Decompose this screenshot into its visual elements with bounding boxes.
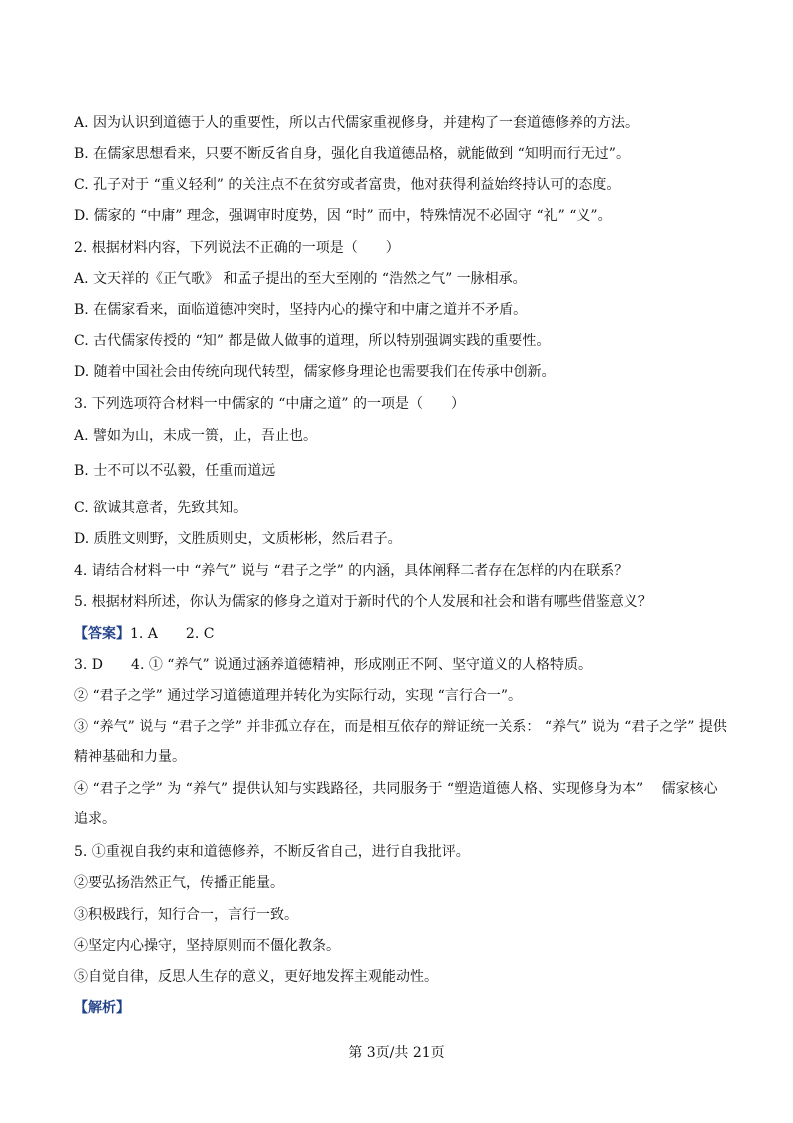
question-3: 3. 下列选项符合材料一中儒家的 “中庸之道” 的一项是（ ） [74,396,466,412]
answer-label: 【答案】 [74,626,130,642]
question-4: 4. 请结合材料一中 “养气” 说与 “君子之学” 的内涵，具体阐释二者存在怎样的内在联系？ [74,563,629,579]
option-b-q3: B. 士不可以不弘毅，任重而道远 [74,463,276,479]
answer-heading-line [74,625,214,643]
option-a-q2: A. 文天祥的《正气歌》 和孟子提出的至大至刚的 “浩然之气” 一脉相承。 [74,271,527,287]
option-a-q3: A. 譬如为山，未成一篑，止，吾止也。 [74,428,318,444]
option-d-q1: D. 儒家的 “中庸” 理念，强调审时度势，因 “时” 而中，特殊情况不必固守 “礼” “义”。 [74,208,612,224]
answer-5-part4: ④坚定内心操守，坚持原则而不僵化教条。 [74,938,340,954]
option-b-q2: B. 在儒家看来，面临道德冲突时，坚持内心的操守和中庸之道并不矛盾。 [74,302,528,318]
option-c-q2: C. 古代儒家传授的 “知” 都是做人做事的道理，所以特别强调实践的重要性。 [74,333,551,349]
option-d-q2: D. 随着中国社会由传统向现代转型，儒家修身理论也需要我们在传承中创新。 [74,364,556,380]
answer-3-4-part1: 3. D 4. ① “养气” 说通过涵养道德精神，形成刚正不阿、坚守道义的人格特质。 [74,657,593,673]
answer-5-part1: 5. ①重视自我约束和道德修养，不断反省自己，进行自我批评。 [74,844,470,860]
option-c-q3: C. 欲诚其意者，先致其知。 [74,500,248,516]
answer-4-part4: ④ “君子之学” 为 “养气” 提供认知与实践路径，共同服务于 “塑造道德人格、实现修身为本” 儒家核心追求。 [74,781,718,827]
option-d-q3: D. 质胜文则野，文胜质则史，文质彬彬，然后君子。 [74,531,402,547]
answer-4-part2: ② “君子之学” 通过学习道德道理并转化为实际行动，实现 “言行合一”。 [74,688,522,704]
option-b-q1: B. 在儒家思想看来，只要不断反省自身，强化自我道德品格，就能做到 “知明而行无过”。 [74,146,630,162]
option-a-q1: A. 因为认识到道德于人的重要性，所以古代儒家重视修身，并建构了一套道德修养的方法。 [74,115,640,131]
question-5: 5. 根据材料所述，你认为儒家的修身之道对于新时代的个人发展和社会和谐有哪些借鉴意义？ [74,594,652,610]
answer-4-part3: ③ “养气” 说与 “君子之学” 并非孤立存在，而是相互依存的辩证统一关系： “养气” 说为 “君子之学” 提供精神基础和力量。 [74,719,727,765]
answer-5-part2: ②要弘扬浩然正气，传播正能量。 [74,875,284,891]
answer-5-part3: ③积极践行，知行合一，言行一致。 [74,907,298,923]
analysis-label: 【解析】 [74,1000,130,1016]
answer-1-2: 1. A 2. C [130,626,215,642]
page-number-footer: 第 3页/共 21页 [348,1045,445,1061]
answer-5-part5: ⑤自觉自律，反思人生存的意义，更好地发挥主观能动性。 [74,969,438,985]
question-2: 2. 根据材料内容，下列说法不正确的一项是（ ） [74,240,400,256]
option-c-q1: C. 孔子对于 “重义轻利” 的关注点不在贫穷或者富贵，他对获得利益始终持认可的态度。 [74,177,621,193]
